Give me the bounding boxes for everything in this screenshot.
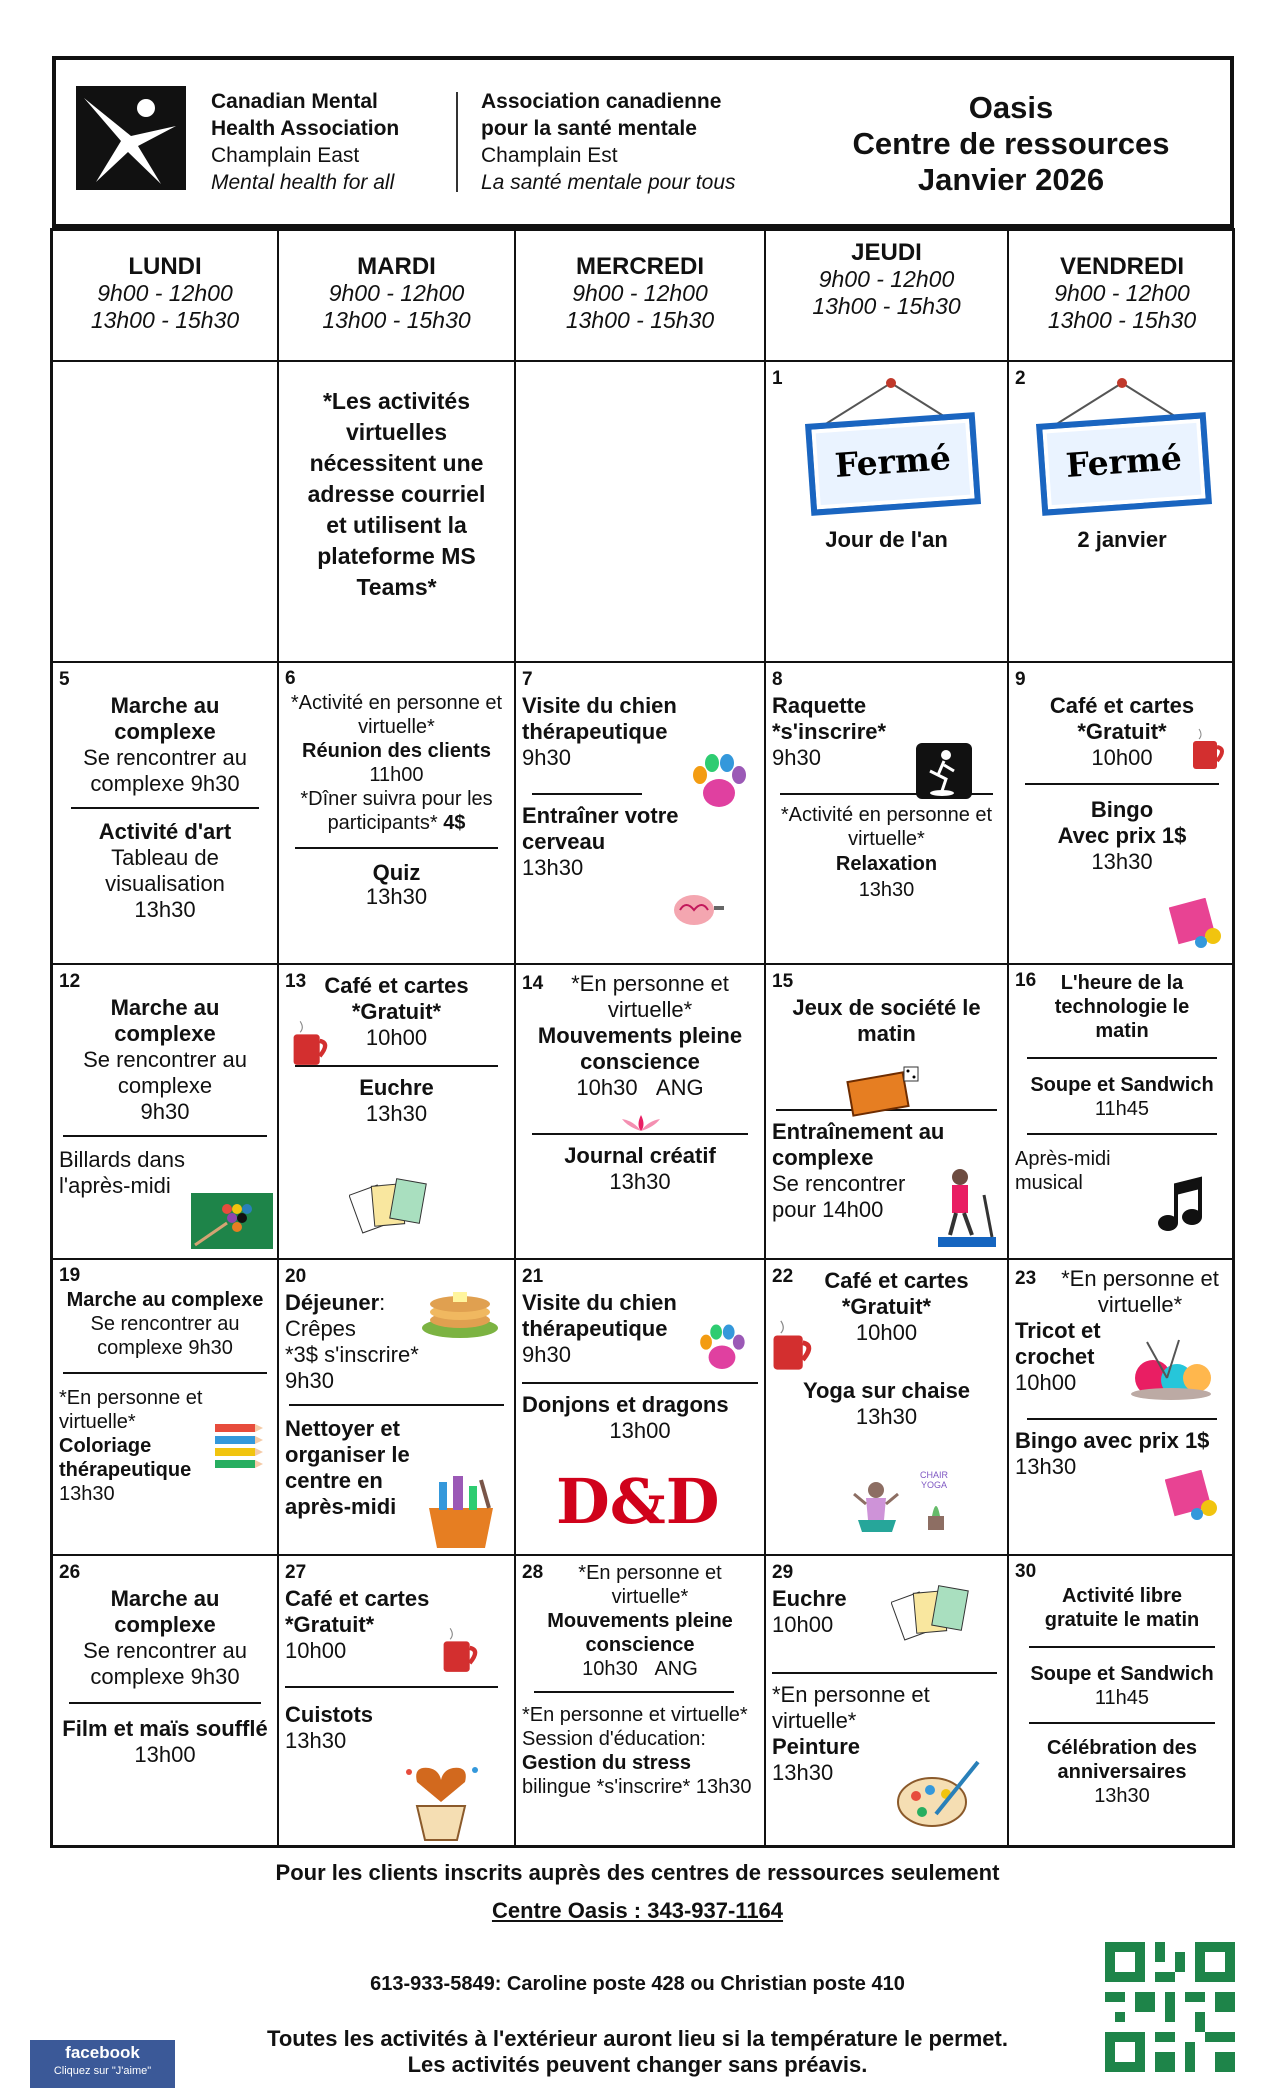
- footer-change-note: Les activités peuvent changer sans préavis.: [407, 2052, 868, 2077]
- footer-contacts: 613-933-5849: Caroline poste 428 ou Christian poste 410: [370, 1973, 905, 1995]
- cmha-logo: [76, 86, 186, 190]
- day-cell-14: 14 *En personne et virtuelle* Mouvements pleine conscience 10h30 ANG Journal créatif 13h30: [516, 965, 764, 1258]
- day-cell-7: 7 Visite du chien thérapeutique 9h30 Entraîner votre cerveau 13h30: [516, 663, 764, 963]
- day-cell-9: 9 Café et cartes *Gratuit* 10h00 Bingo Avec prix 1$ 13h30: [1009, 663, 1235, 963]
- day-cell-8: 8 Raquette *s'inscrire* 9h30 *Activité en personne et virtuelle* Relaxation 13h30: [772, 669, 993, 901]
- day-header-mardi: MARDI 9h00 - 12h00 13h00 - 15h30: [322, 253, 471, 333]
- coffee-mug-icon: [439, 1624, 483, 1674]
- day-cell-15: 15 Jeux de société le matin Entraînement au complexe Se rencontrer pour 14h00: [766, 965, 1007, 1258]
- cupcake-icon: [395, 1752, 487, 1844]
- page-title: Oasis Centre de ressources Janvier 2026: [852, 90, 1170, 197]
- snowshoe-icon: [916, 743, 972, 799]
- day-header-mercredi: MERCREDI 9h00 - 12h00 13h00 - 15h30: [565, 253, 715, 333]
- day-cell-5: 5 Marche au complexe Se rencontrer au complexe 9h30 Activité d'art Tableau de visualisation 13h30: [53, 663, 277, 963]
- music-note-icon: [1154, 1175, 1204, 1235]
- day-cell-1: 1 Fermé Jour de l'an: [766, 362, 1007, 661]
- virtual-note: *Les activités virtuelles nécessitent une adresse courriel et utilisent la plateforme MS Teams*: [307, 388, 486, 600]
- coffee-mug-icon: [768, 1316, 818, 1372]
- closed-sign: Fermé: [811, 419, 974, 510]
- day-cell-6: 6 *Activité en personne et virtuelle* Réunion des clients 11h00 *Dîner suivra pour les participants* 4$ Quiz 13h30: [285, 668, 503, 909]
- playing-cards-icon: [891, 1582, 971, 1642]
- day-cell-13: 13 Café et cartes *Gratuit* 10h00 Euchre 13h30: [279, 965, 514, 1258]
- facebook-badge[interactable]: facebook Cliquez sur "J'aime": [30, 2040, 175, 2088]
- chair-yoga-icon: [836, 1476, 956, 1548]
- footer-centre-phone: Centre Oasis : 343-937-1164: [491, 1898, 784, 1923]
- brain-icon: [666, 888, 726, 932]
- bingo-card-icon: [1165, 1470, 1221, 1522]
- board-game-icon: [846, 1061, 922, 1117]
- qr-code: [1105, 1942, 1235, 2072]
- dnd-logo: D&D: [556, 1465, 720, 1538]
- day-cell-27: 27 Café et cartes *Gratuit* 10h00 Cuistots 13h30: [279, 1556, 514, 1848]
- day-header-vendredi: VENDREDI 9h00 - 12h00 13h00 - 15h30: [1047, 253, 1197, 333]
- coffee-mug-icon: [289, 1017, 333, 1067]
- day-cell-16: 16 L'heure de la technologie le matin Soupe et Sandwich 11h45 Après-midi musical: [1009, 965, 1235, 1258]
- colored-pencils-icon: [213, 1420, 265, 1470]
- day-cell-20: 20 Déjeuner: Crêpes *3$ s'inscrire* 9h30 Nettoyer et organiser le centre en après-midi: [279, 1260, 514, 1554]
- bingo-card-icon: [1169, 898, 1225, 950]
- playing-cards-icon: [349, 1175, 429, 1235]
- pancakes-icon: [419, 1280, 501, 1340]
- org-name-en: Canadian Mental Health Association Champlain East Mental health for all: [211, 90, 400, 194]
- day-cell-22: 22 Café et cartes *Gratuit* 10h00 Yoga sur chaise 13h30 CHAIR YOGA: [766, 1260, 1007, 1554]
- closed-sign: Fermé: [1042, 419, 1205, 510]
- chair-yoga-label: CHAIR YOGA: [919, 1470, 948, 1490]
- day-cell-26: 26 Marche au complexe Se rencontrer au complexe 9h30 Film et maïs soufflé 13h00: [59, 1562, 268, 1767]
- footer-weather-note: Toutes les activités à l'extérieur auront lieu si la température le permet.: [267, 2026, 1008, 2051]
- day-cell-19: 19 Marche au complexe Se rencontrer au complexe 9h30 *En personne et virtuelle* Coloriage thérapeutique 13h30: [53, 1260, 277, 1554]
- coffee-mug-icon: [1189, 725, 1229, 771]
- org-divider: [456, 92, 458, 192]
- header: [52, 56, 1234, 228]
- day-cell-21: 21 Visite du chien thérapeutique 9h30 Donjons et dragons 13h00 D&D: [516, 1260, 764, 1554]
- day-cell-30: 30 Activité libre gratuite le matin Soupe et Sandwich 11h45 Célébration des anniversaires 13h30: [1015, 1561, 1214, 1807]
- cleaning-bucket-icon: [419, 1472, 503, 1550]
- paw-icon: [688, 751, 750, 813]
- org-name-fr: Association canadienne pour la santé mentale Champlain Est La santé mentale pour tous: [481, 90, 736, 194]
- calendar-grid: [50, 228, 1235, 1848]
- treadmill-icon: [934, 1165, 1000, 1255]
- day-header-jeudi: JEUDI 9h00 - 12h00 13h00 - 15h30: [812, 239, 961, 319]
- day-cell-29: 29 Euchre 10h00 *En personne et virtuelle* Peinture 13h30: [766, 1556, 1007, 1848]
- paint-palette-icon: [892, 1752, 982, 1832]
- lotus-icon: [616, 1111, 666, 1135]
- yarn-icon: [1127, 1338, 1213, 1402]
- footer-eligibility: Pour les clients inscrits auprès des centres de ressources seulement: [275, 1860, 1000, 1885]
- day-cell-28: 28 *En personne et virtuelle* Mouvements pleine conscience 10h30 ANG *En personne et virtuelle* Session d'éducation: Gestion du stress bilingue *s'inscrire* 13h30: [522, 1562, 752, 1798]
- day-cell-23: 23 *En personne et virtuelle* Tricot et crochet 10h00 Bingo avec prix 1$ 13h30: [1009, 1260, 1235, 1554]
- paw-icon: [696, 1322, 748, 1374]
- day-header-lundi: LUNDI 9h00 - 12h00 13h00 - 15h30: [90, 253, 240, 333]
- day-cell-12: 12 Marche au complexe Se rencontrer au complexe 9h30 Billards dans l'après-midi: [53, 965, 277, 1258]
- billiards-icon: [191, 1193, 273, 1249]
- day-cell-2: 2 Fermé 2 janvier: [1009, 362, 1235, 661]
